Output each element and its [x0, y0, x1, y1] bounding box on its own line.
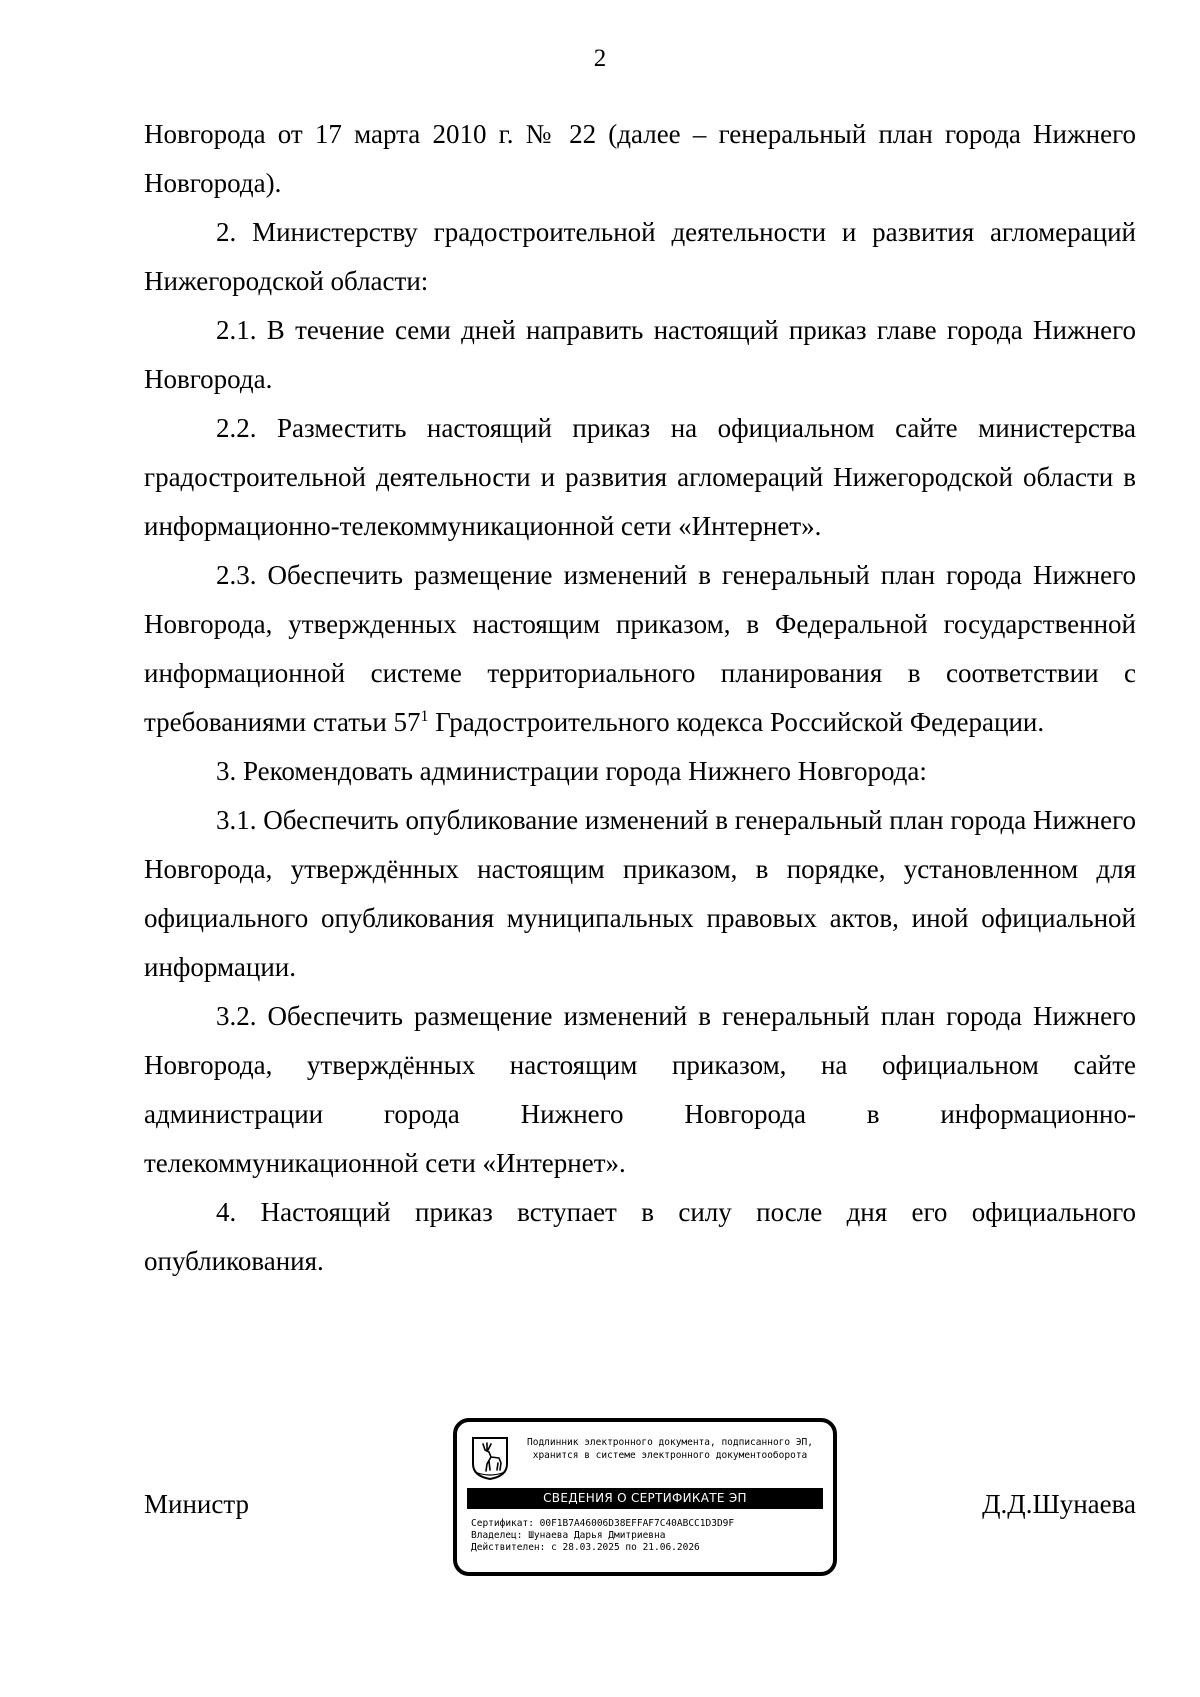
stamp-header [513, 1436, 827, 1462]
paragraph-2-3-text: 2.3. Обеспечить размещение изменений в генеральный план города Нижнего Новгорода, утвержденных настоящим приказом, в Федеральной государственной информационной системе территориального планирования в соответствии с требованиями статьи 57 [144, 560, 1136, 737]
paragraph-2-1: 2.1. В течение семи дней направить настоящий приказ главе города Нижнего Новгорода. [144, 315, 1136, 394]
signatory-name: Д.Д.Шунаева [982, 1489, 1136, 1519]
document-body [144, 110, 1136, 1286]
paragraph-2-2: 2.2. Разместить настоящий приказ на официальном сайте министерства градостроительной деятельности и развития агломераций Нижегородской области в информационно-телекоммуникационной сети «Интернет». [144, 413, 1136, 541]
paragraph-2: 2. Министерству градостроительной деятельности и развития агломераций Нижегородской области: [144, 217, 1136, 296]
paragraph-4: 4. Настоящий приказ вступает в силу после дня его официального опубликования. [144, 1197, 1136, 1276]
paragraph-2-3-text-end: Градостроительного кодекса Российской Федерации. [428, 707, 1045, 737]
paragraph-continuation: Новгорода от 17 марта 2010 г. № 22 (далее – генеральный план города Нижнего Новгорода). [144, 119, 1136, 198]
stamp-header-line: хранится в системе электронного документооборота [532, 1450, 808, 1461]
certificate-info-title: СВЕДЕНИЯ О СЕРТИФИКАТЕ ЭП [467, 1488, 823, 1509]
stamp-header-line: Подлинник электронного документа, подписанного ЭП, [527, 1437, 813, 1448]
paragraph-2-3 [144, 551, 1136, 747]
certificate-number: Сертификат: 00F1B7A46006D38EFFAF7C40ABCC1D3D9F [471, 1518, 735, 1529]
certificate-validity: Действителен: с 28.03.2025 по 21.06.2026 [471, 1542, 700, 1553]
paragraph-3: 3. Рекомендовать администрации города Нижнего Новгорода: [216, 756, 927, 786]
electronic-signature-stamp [453, 1418, 837, 1576]
page-number: 2 [593, 45, 607, 72]
certificate-owner: Владелец: Шунаева Дарья Дмитриевна [471, 1530, 666, 1541]
article-superscript: 1 [420, 708, 429, 725]
deer-emblem-icon [471, 1436, 509, 1480]
paragraph-3-2: 3.2. Обеспечить размещение изменений в генеральный план города Нижнего Новгорода, утверждённых настоящим приказом, на официальном сайте администрации города Нижнего Новгорода в информационно-телекоммуникационной сети «Интернет». [144, 1001, 1136, 1178]
paragraph-3-1: 3.1. Обеспечить опубликование изменений в генеральный план города Нижнего Новгорода, утверждённых настоящим приказом, в порядке, установленном для официального опубликования муниципальных правовых актов, иной официальной информации. [144, 805, 1136, 982]
certificate-details [471, 1518, 825, 1554]
signatory-role: Министр [144, 1489, 249, 1519]
